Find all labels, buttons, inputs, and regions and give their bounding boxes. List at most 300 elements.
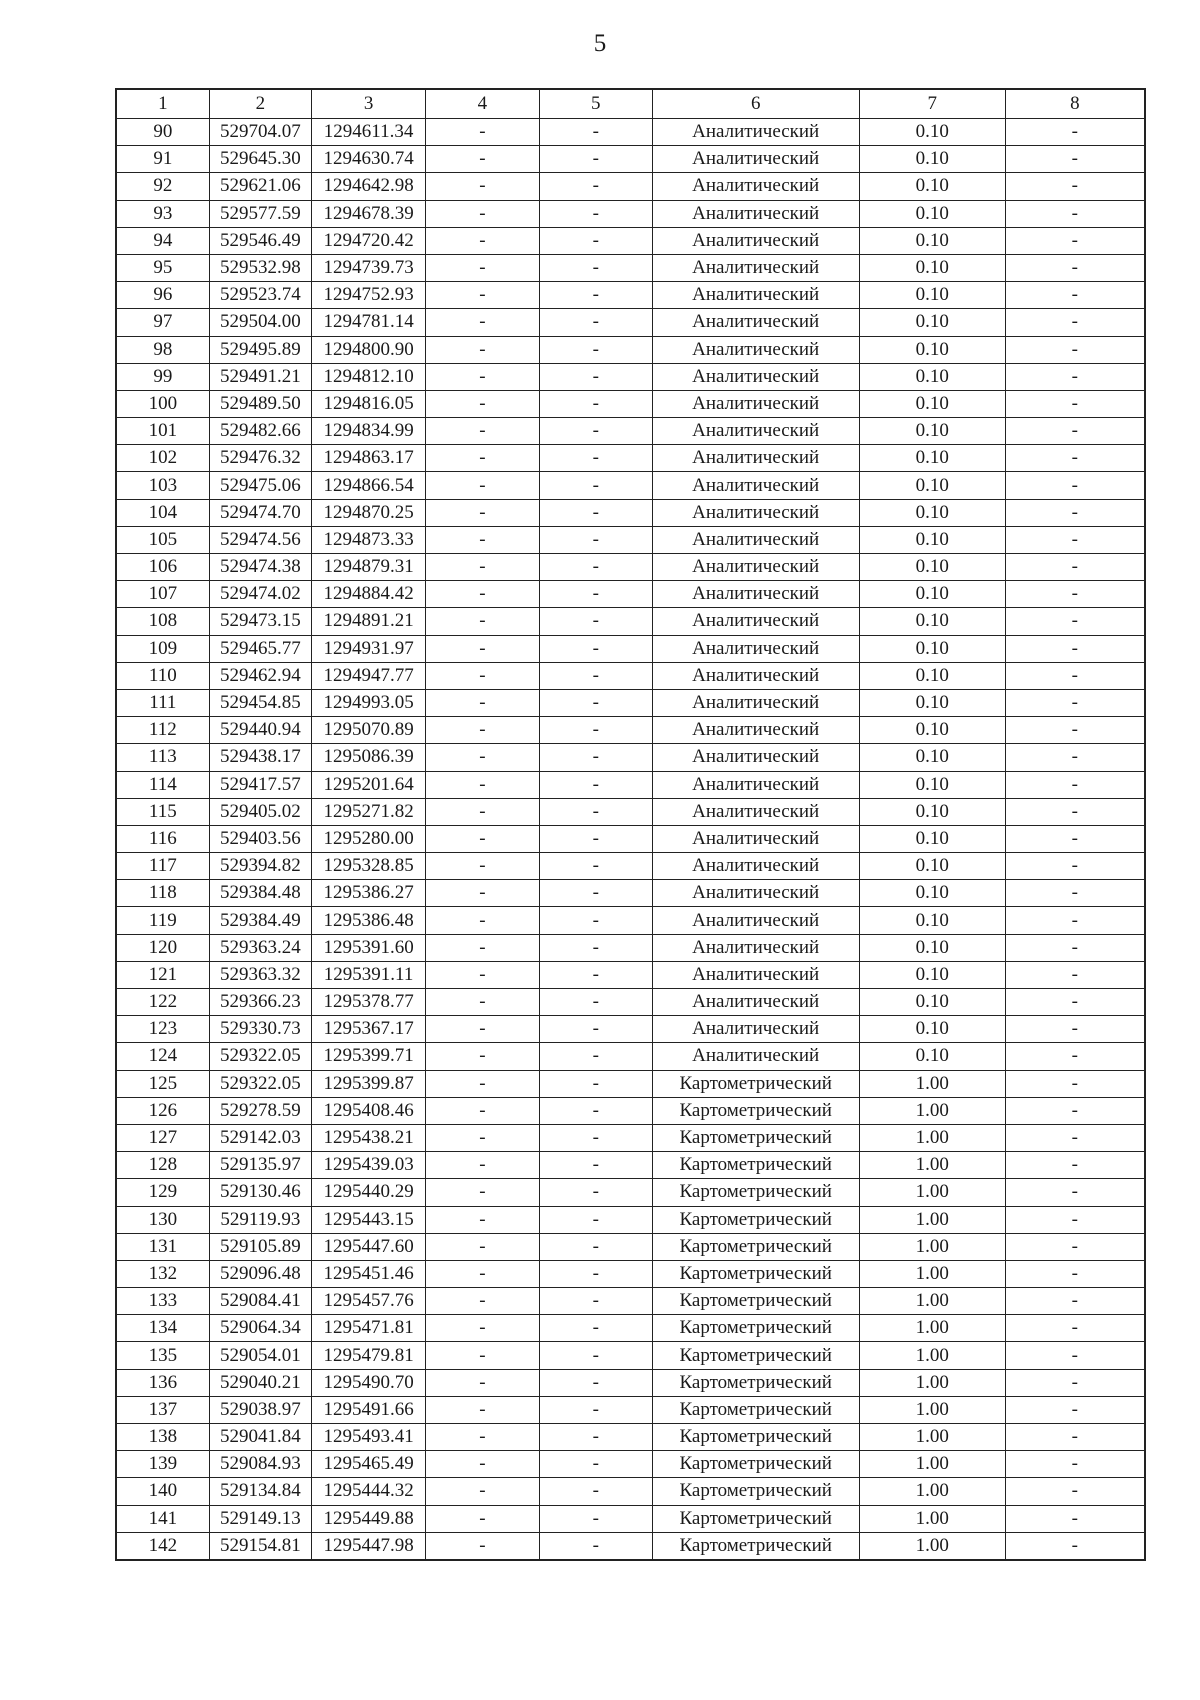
table-cell: - bbox=[1005, 825, 1145, 852]
table-cell: 1294800.90 bbox=[312, 336, 426, 363]
table-cell: 1295386.48 bbox=[312, 907, 426, 934]
table-cell: 0.10 bbox=[859, 798, 1005, 825]
table-cell: 0.10 bbox=[859, 608, 1005, 635]
table-cell: - bbox=[1005, 1342, 1145, 1369]
table-cell: - bbox=[1005, 907, 1145, 934]
table-cell: - bbox=[539, 499, 652, 526]
table-cell: 1.00 bbox=[859, 1288, 1005, 1315]
table-cell: - bbox=[539, 418, 652, 445]
table-cell: 98 bbox=[116, 336, 209, 363]
table-cell: 1294884.42 bbox=[312, 581, 426, 608]
table-cell: - bbox=[539, 1016, 652, 1043]
table-cell: Аналитический bbox=[652, 472, 859, 499]
table-cell: - bbox=[539, 309, 652, 336]
table-cell: Аналитический bbox=[652, 309, 859, 336]
table-cell: 96 bbox=[116, 282, 209, 309]
table-cell: - bbox=[426, 608, 540, 635]
table-cell: 1294947.77 bbox=[312, 662, 426, 689]
table-cell: - bbox=[1005, 662, 1145, 689]
table-cell: Аналитический bbox=[652, 744, 859, 771]
table-row bbox=[116, 1124, 1145, 1151]
table-cell: 0.10 bbox=[859, 472, 1005, 499]
table-cell: 1295447.98 bbox=[312, 1532, 426, 1560]
table-cell: 0.10 bbox=[859, 717, 1005, 744]
table-cell: 529041.84 bbox=[209, 1424, 311, 1451]
table-cell: 0.10 bbox=[859, 907, 1005, 934]
table-cell: 529482.66 bbox=[209, 418, 311, 445]
table-cell: - bbox=[426, 499, 540, 526]
table-cell: - bbox=[1005, 227, 1145, 254]
table-cell: - bbox=[1005, 146, 1145, 173]
table-cell: 0.10 bbox=[859, 934, 1005, 961]
table-cell: 529149.13 bbox=[209, 1505, 311, 1532]
table-cell: - bbox=[539, 961, 652, 988]
table-row bbox=[116, 1532, 1145, 1560]
table-row bbox=[116, 1369, 1145, 1396]
table-cell: Картометрический bbox=[652, 1152, 859, 1179]
column-header: 5 bbox=[539, 89, 652, 119]
table-cell: - bbox=[1005, 934, 1145, 961]
table-cell: - bbox=[539, 1124, 652, 1151]
table-cell: 529384.48 bbox=[209, 880, 311, 907]
table-cell: 1294752.93 bbox=[312, 282, 426, 309]
table-row bbox=[116, 934, 1145, 961]
table-cell: 529330.73 bbox=[209, 1016, 311, 1043]
table-cell: 1295443.15 bbox=[312, 1206, 426, 1233]
table-cell: - bbox=[539, 1179, 652, 1206]
table-cell: 529474.70 bbox=[209, 499, 311, 526]
table-cell: - bbox=[1005, 173, 1145, 200]
table-cell: 0.10 bbox=[859, 119, 1005, 146]
table-cell: - bbox=[1005, 880, 1145, 907]
table-cell: - bbox=[1005, 1396, 1145, 1423]
table-cell: 1295378.77 bbox=[312, 989, 426, 1016]
table-cell: - bbox=[1005, 1505, 1145, 1532]
table-cell: - bbox=[539, 227, 652, 254]
table-cell: - bbox=[1005, 1097, 1145, 1124]
table-cell: - bbox=[1005, 1043, 1145, 1070]
table-row bbox=[116, 282, 1145, 309]
table-cell: - bbox=[426, 363, 540, 390]
table-cell: - bbox=[426, 961, 540, 988]
table-cell: 529405.02 bbox=[209, 798, 311, 825]
table-cell: 0.10 bbox=[859, 526, 1005, 553]
table-cell: 529054.01 bbox=[209, 1342, 311, 1369]
table-cell: Аналитический bbox=[652, 554, 859, 581]
table-cell: - bbox=[539, 689, 652, 716]
table-cell: - bbox=[426, 554, 540, 581]
table-cell: 1294879.31 bbox=[312, 554, 426, 581]
table-cell: 0.10 bbox=[859, 1016, 1005, 1043]
table-cell: - bbox=[539, 1097, 652, 1124]
table-cell: 1295391.11 bbox=[312, 961, 426, 988]
table-cell: 0.10 bbox=[859, 662, 1005, 689]
table-cell: Аналитический bbox=[652, 499, 859, 526]
table-cell: - bbox=[426, 907, 540, 934]
table-cell: - bbox=[539, 934, 652, 961]
table-cell: 105 bbox=[116, 526, 209, 553]
table-cell: Аналитический bbox=[652, 200, 859, 227]
table-cell: 529440.94 bbox=[209, 717, 311, 744]
table-cell: - bbox=[539, 608, 652, 635]
table-cell: 1295086.39 bbox=[312, 744, 426, 771]
table-cell: 1294642.98 bbox=[312, 173, 426, 200]
table-cell: 1294866.54 bbox=[312, 472, 426, 499]
table-cell: Аналитический bbox=[652, 526, 859, 553]
table-cell: 1.00 bbox=[859, 1505, 1005, 1532]
table-cell: 1.00 bbox=[859, 1532, 1005, 1560]
table-cell: - bbox=[1005, 1260, 1145, 1287]
table-cell: - bbox=[426, 771, 540, 798]
table-cell: - bbox=[426, 880, 540, 907]
table-cell: 529366.23 bbox=[209, 989, 311, 1016]
table-cell: - bbox=[1005, 1315, 1145, 1342]
table-cell: 120 bbox=[116, 934, 209, 961]
table-cell: 1295493.41 bbox=[312, 1424, 426, 1451]
table-cell: - bbox=[539, 146, 652, 173]
table-cell: 131 bbox=[116, 1233, 209, 1260]
table-cell: - bbox=[1005, 499, 1145, 526]
table-cell: - bbox=[1005, 526, 1145, 553]
table-cell: 1294630.74 bbox=[312, 146, 426, 173]
table-cell: - bbox=[426, 744, 540, 771]
table-row bbox=[116, 635, 1145, 662]
table-cell: - bbox=[1005, 1369, 1145, 1396]
table-cell: 529384.49 bbox=[209, 907, 311, 934]
table-cell: 529096.48 bbox=[209, 1260, 311, 1287]
table-cell: 0.10 bbox=[859, 581, 1005, 608]
table-cell: 0.10 bbox=[859, 499, 1005, 526]
table-cell: 1295399.87 bbox=[312, 1070, 426, 1097]
column-header: 7 bbox=[859, 89, 1005, 119]
table-row bbox=[116, 1016, 1145, 1043]
table-cell: Аналитический bbox=[652, 798, 859, 825]
table-cell: - bbox=[539, 907, 652, 934]
table-cell: - bbox=[426, 934, 540, 961]
table-cell: 1.00 bbox=[859, 1451, 1005, 1478]
table-row bbox=[116, 227, 1145, 254]
table-cell: Картометрический bbox=[652, 1369, 859, 1396]
table-cell: - bbox=[426, 1532, 540, 1560]
table-row bbox=[116, 1396, 1145, 1423]
table-cell: - bbox=[1005, 1070, 1145, 1097]
table-cell: - bbox=[1005, 798, 1145, 825]
table-cell: Аналитический bbox=[652, 662, 859, 689]
table-cell: - bbox=[1005, 717, 1145, 744]
table-cell: Картометрический bbox=[652, 1451, 859, 1478]
table-cell: 1.00 bbox=[859, 1070, 1005, 1097]
table-cell: 1295479.81 bbox=[312, 1342, 426, 1369]
table-cell: 1.00 bbox=[859, 1315, 1005, 1342]
table-cell: 0.10 bbox=[859, 853, 1005, 880]
table-cell: - bbox=[426, 1369, 540, 1396]
table-cell: 1294611.34 bbox=[312, 119, 426, 146]
table-cell: 529474.02 bbox=[209, 581, 311, 608]
table-cell: Аналитический bbox=[652, 390, 859, 417]
table-cell: 529394.82 bbox=[209, 853, 311, 880]
table-cell: 116 bbox=[116, 825, 209, 852]
table-cell: 0.10 bbox=[859, 336, 1005, 363]
table-row bbox=[116, 1043, 1145, 1070]
table-cell: 529473.15 bbox=[209, 608, 311, 635]
table-cell: - bbox=[539, 581, 652, 608]
table-cell: 529577.59 bbox=[209, 200, 311, 227]
table-cell: - bbox=[539, 1260, 652, 1287]
table-row bbox=[116, 1315, 1145, 1342]
table-cell: 1295457.76 bbox=[312, 1288, 426, 1315]
table-cell: Картометрический bbox=[652, 1342, 859, 1369]
table-cell: Аналитический bbox=[652, 961, 859, 988]
table-cell: - bbox=[1005, 1424, 1145, 1451]
table-cell: 1295201.64 bbox=[312, 771, 426, 798]
table-cell: Картометрический bbox=[652, 1260, 859, 1287]
table-cell: 92 bbox=[116, 173, 209, 200]
table-cell: 1.00 bbox=[859, 1124, 1005, 1151]
table-row bbox=[116, 1451, 1145, 1478]
table-cell: 0.10 bbox=[859, 445, 1005, 472]
table-cell: Аналитический bbox=[652, 717, 859, 744]
table-row bbox=[116, 390, 1145, 417]
table-cell: - bbox=[539, 771, 652, 798]
table-cell: - bbox=[1005, 961, 1145, 988]
table-cell: - bbox=[426, 1124, 540, 1151]
table-cell: 529475.06 bbox=[209, 472, 311, 499]
table-cell: Аналитический bbox=[652, 254, 859, 281]
table-cell: 0.10 bbox=[859, 282, 1005, 309]
table-cell: Картометрический bbox=[652, 1532, 859, 1560]
table-cell: - bbox=[1005, 282, 1145, 309]
table-row bbox=[116, 336, 1145, 363]
table-cell: - bbox=[539, 825, 652, 852]
table-cell: 1294739.73 bbox=[312, 254, 426, 281]
table-cell: Аналитический bbox=[652, 363, 859, 390]
table-cell: 1294891.21 bbox=[312, 608, 426, 635]
table-cell: 127 bbox=[116, 1124, 209, 1151]
table-cell: 1.00 bbox=[859, 1342, 1005, 1369]
table-cell: - bbox=[1005, 1478, 1145, 1505]
table-cell: 100 bbox=[116, 390, 209, 417]
table-cell: 1.00 bbox=[859, 1424, 1005, 1451]
table-cell: Аналитический bbox=[652, 880, 859, 907]
table-cell: - bbox=[426, 146, 540, 173]
table-cell: Картометрический bbox=[652, 1206, 859, 1233]
table-cell: - bbox=[539, 1342, 652, 1369]
table-row bbox=[116, 717, 1145, 744]
table-cell: Аналитический bbox=[652, 608, 859, 635]
table-cell: - bbox=[426, 853, 540, 880]
table-cell: - bbox=[539, 1478, 652, 1505]
table-cell: 529084.93 bbox=[209, 1451, 311, 1478]
table-row bbox=[116, 581, 1145, 608]
table-cell: - bbox=[539, 119, 652, 146]
table-cell: - bbox=[426, 1342, 540, 1369]
table-cell: Аналитический bbox=[652, 771, 859, 798]
table-cell: - bbox=[426, 254, 540, 281]
table-cell: - bbox=[1005, 744, 1145, 771]
table-cell: Картометрический bbox=[652, 1097, 859, 1124]
table-header-row bbox=[116, 89, 1145, 119]
table-cell: 1294863.17 bbox=[312, 445, 426, 472]
table-cell: 529704.07 bbox=[209, 119, 311, 146]
table-cell: 0.10 bbox=[859, 309, 1005, 336]
table-row bbox=[116, 526, 1145, 553]
table-cell: Аналитический bbox=[652, 282, 859, 309]
table-cell: - bbox=[426, 1288, 540, 1315]
table-cell: - bbox=[426, 1070, 540, 1097]
table-row bbox=[116, 1206, 1145, 1233]
table-cell: - bbox=[426, 119, 540, 146]
table-row bbox=[116, 1233, 1145, 1260]
table-cell: - bbox=[426, 1152, 540, 1179]
table-cell: 95 bbox=[116, 254, 209, 281]
table-cell: - bbox=[426, 526, 540, 553]
table-cell: - bbox=[426, 635, 540, 662]
table-row bbox=[116, 119, 1145, 146]
table-row bbox=[116, 200, 1145, 227]
table-cell: 0.10 bbox=[859, 363, 1005, 390]
table-row bbox=[116, 418, 1145, 445]
table-cell: 1295280.00 bbox=[312, 825, 426, 852]
table-cell: 529417.57 bbox=[209, 771, 311, 798]
table-cell: 1295070.89 bbox=[312, 717, 426, 744]
table-cell: 109 bbox=[116, 635, 209, 662]
table-cell: 0.10 bbox=[859, 689, 1005, 716]
table-cell: - bbox=[1005, 254, 1145, 281]
table-cell: Аналитический bbox=[652, 119, 859, 146]
table-cell: 529465.77 bbox=[209, 635, 311, 662]
table-cell: 529438.17 bbox=[209, 744, 311, 771]
table-cell: 121 bbox=[116, 961, 209, 988]
table-cell: - bbox=[426, 989, 540, 1016]
table-row bbox=[116, 1260, 1145, 1287]
table-cell: 1295449.88 bbox=[312, 1505, 426, 1532]
table-cell: 129 bbox=[116, 1179, 209, 1206]
column-header: 4 bbox=[426, 89, 540, 119]
table-cell: 0.10 bbox=[859, 1043, 1005, 1070]
table-cell: 111 bbox=[116, 689, 209, 716]
table-cell: Картометрический bbox=[652, 1505, 859, 1532]
table-cell: 0.10 bbox=[859, 989, 1005, 1016]
table-cell: - bbox=[1005, 853, 1145, 880]
table-cell: Аналитический bbox=[652, 689, 859, 716]
table-cell: - bbox=[426, 309, 540, 336]
table-cell: 1295447.60 bbox=[312, 1233, 426, 1260]
table-cell: - bbox=[539, 798, 652, 825]
table-cell: 529134.84 bbox=[209, 1478, 311, 1505]
table-cell: - bbox=[1005, 363, 1145, 390]
table-cell: - bbox=[1005, 445, 1145, 472]
table-cell: 114 bbox=[116, 771, 209, 798]
table-cell: 529474.38 bbox=[209, 554, 311, 581]
table-cell: Картометрический bbox=[652, 1315, 859, 1342]
table-cell: - bbox=[1005, 418, 1145, 445]
table-cell: 1294720.42 bbox=[312, 227, 426, 254]
table-row bbox=[116, 989, 1145, 1016]
table-cell: 0.10 bbox=[859, 554, 1005, 581]
table-cell: - bbox=[539, 744, 652, 771]
table-cell: Аналитический bbox=[652, 418, 859, 445]
page-number: 5 bbox=[593, 30, 607, 57]
table-cell: - bbox=[539, 1369, 652, 1396]
table-cell: - bbox=[426, 282, 540, 309]
table-cell: - bbox=[1005, 689, 1145, 716]
table-cell: 1295440.29 bbox=[312, 1179, 426, 1206]
table-cell: - bbox=[1005, 1016, 1145, 1043]
table-row bbox=[116, 173, 1145, 200]
table-row bbox=[116, 554, 1145, 581]
table-cell: 1295367.17 bbox=[312, 1016, 426, 1043]
table-cell: - bbox=[1005, 608, 1145, 635]
table-cell: 529064.34 bbox=[209, 1315, 311, 1342]
table-row bbox=[116, 798, 1145, 825]
table-cell: Аналитический bbox=[652, 635, 859, 662]
table-cell: - bbox=[1005, 1233, 1145, 1260]
table-cell: - bbox=[539, 1288, 652, 1315]
table-cell: - bbox=[539, 717, 652, 744]
table-cell: Аналитический bbox=[652, 1043, 859, 1070]
table-cell: 107 bbox=[116, 581, 209, 608]
table-cell: - bbox=[426, 1206, 540, 1233]
table-cell: 529038.97 bbox=[209, 1396, 311, 1423]
table-cell: - bbox=[426, 390, 540, 417]
table-cell: 142 bbox=[116, 1532, 209, 1560]
table-row bbox=[116, 1070, 1145, 1097]
table-cell: 0.10 bbox=[859, 390, 1005, 417]
table-cell: - bbox=[426, 336, 540, 363]
table-row bbox=[116, 1288, 1145, 1315]
table-row bbox=[116, 662, 1145, 689]
column-header: 6 bbox=[652, 89, 859, 119]
table-cell: 1295471.81 bbox=[312, 1315, 426, 1342]
table-cell: 0.10 bbox=[859, 200, 1005, 227]
table-cell: 1.00 bbox=[859, 1179, 1005, 1206]
table-cell: 529523.74 bbox=[209, 282, 311, 309]
table-cell: - bbox=[426, 1451, 540, 1478]
table-cell: - bbox=[539, 1532, 652, 1560]
table-cell: Картометрический bbox=[652, 1233, 859, 1260]
table-cell: 108 bbox=[116, 608, 209, 635]
table-row bbox=[116, 1152, 1145, 1179]
table-cell: 133 bbox=[116, 1288, 209, 1315]
table-cell: - bbox=[426, 1097, 540, 1124]
table-cell: 529154.81 bbox=[209, 1532, 311, 1560]
table-cell: 1294816.05 bbox=[312, 390, 426, 417]
table-cell: 103 bbox=[116, 472, 209, 499]
table-cell: 1.00 bbox=[859, 1152, 1005, 1179]
table-cell: - bbox=[539, 1396, 652, 1423]
table-cell: 529403.56 bbox=[209, 825, 311, 852]
table-cell: - bbox=[426, 472, 540, 499]
table-cell: Аналитический bbox=[652, 989, 859, 1016]
table-cell: 529322.05 bbox=[209, 1043, 311, 1070]
table-cell: - bbox=[426, 717, 540, 744]
table-row bbox=[116, 1424, 1145, 1451]
table-cell: - bbox=[1005, 472, 1145, 499]
table-row bbox=[116, 472, 1145, 499]
table-cell: 0.10 bbox=[859, 227, 1005, 254]
table-row bbox=[116, 309, 1145, 336]
table-cell: 529135.97 bbox=[209, 1152, 311, 1179]
table-cell: - bbox=[426, 1396, 540, 1423]
table-cell: 1295451.46 bbox=[312, 1260, 426, 1287]
table-cell: 106 bbox=[116, 554, 209, 581]
table-cell: - bbox=[539, 554, 652, 581]
table-cell: 529363.32 bbox=[209, 961, 311, 988]
table-cell: 529504.00 bbox=[209, 309, 311, 336]
table-cell: Аналитический bbox=[652, 445, 859, 472]
table-cell: 1.00 bbox=[859, 1206, 1005, 1233]
table-cell: Аналитический bbox=[652, 907, 859, 934]
